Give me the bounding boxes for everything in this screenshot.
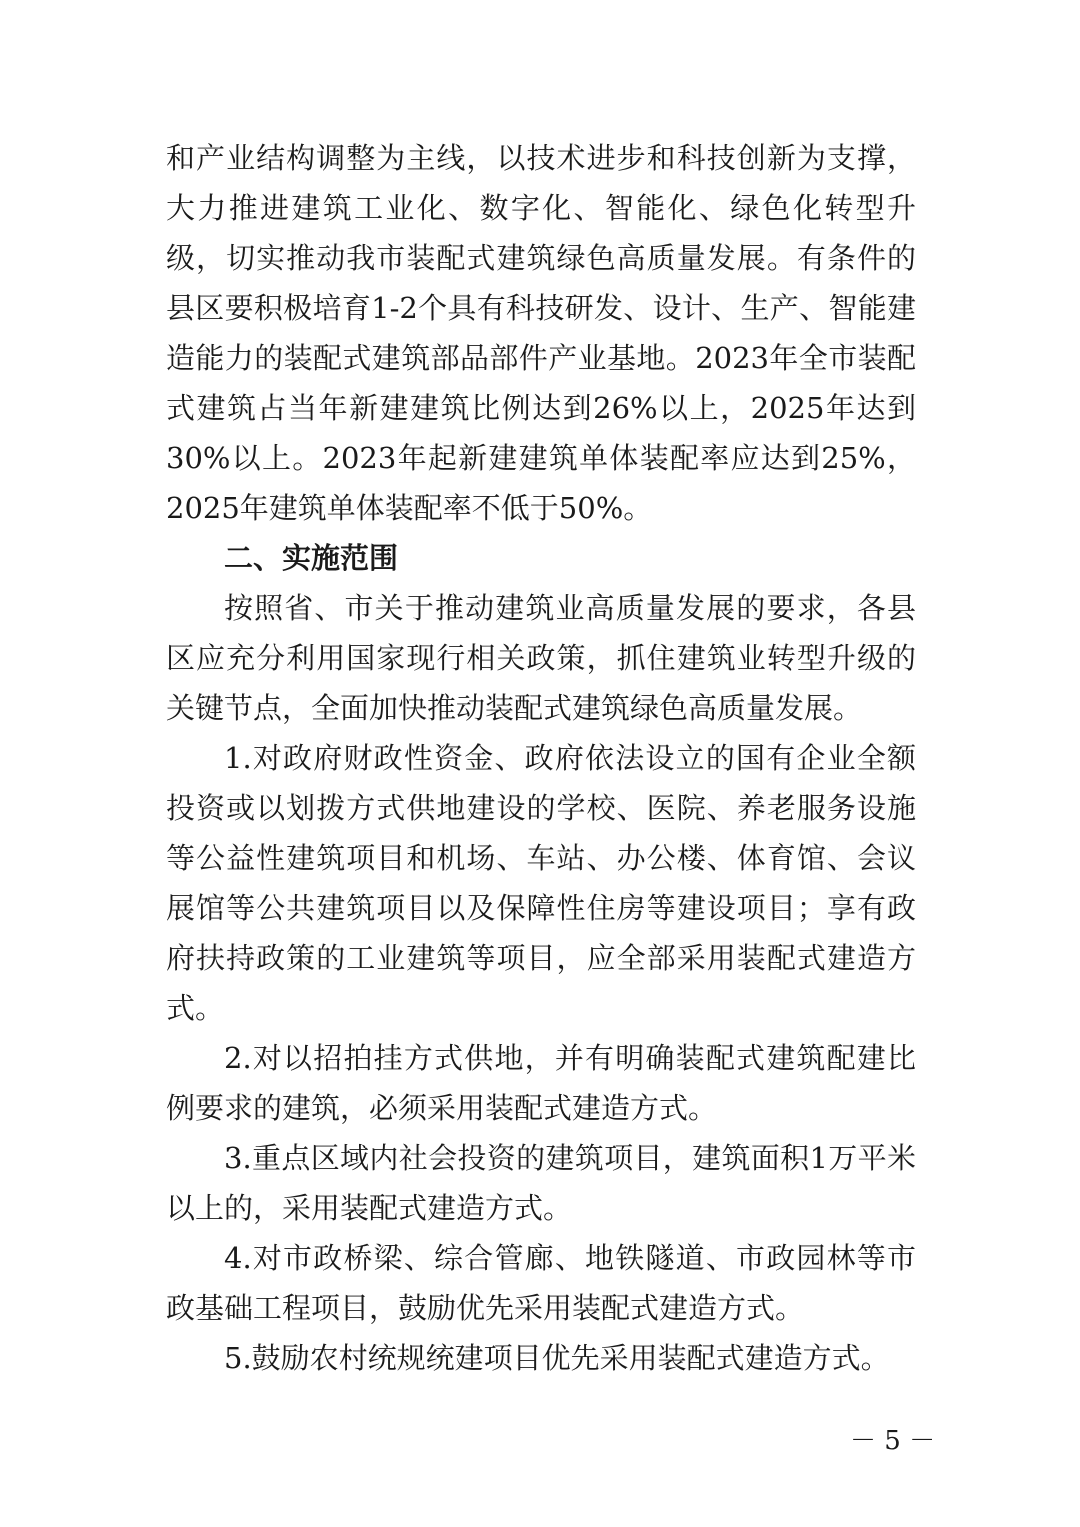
- list-item-4: 4.对市政桥梁、综合管廊、地铁隧道、市政园林等市政基础工程项目，鼓励优先采用装配式建造方式。: [166, 1241, 916, 1325]
- list-item-1: 1.对政府财政性资金、政府依法设立的国有企业全额投资或以划拨方式供地建设的学校、医院、养老服务设施等公益性建筑项目和机场、车站、办公楼、体育馆、会议展馆等公共建筑项目以及保障性住房等建设项目；享有政府扶持政策的工业建筑等项目，应全部采用装配式建造方式。: [166, 741, 916, 1025]
- list-item-3: 3.重点区域内社会投资的建筑项目，建筑面积1万平米以上的，采用装配式建造方式。: [166, 1141, 916, 1225]
- section-heading-implementation-scope: 二、实施范围: [224, 541, 399, 575]
- list-item-2: 2.对以招拍挂方式供地，并有明确装配式建筑配建比例要求的建筑，必须采用装配式建造方式。: [166, 1041, 916, 1125]
- paragraph-scope-intro: 按照省、市关于推动建筑业高质量发展的要求，各县区应充分利用国家现行相关政策，抓住建筑业转型升级的关键节点，全面加快推动装配式建筑绿色高质量发展。: [166, 591, 916, 725]
- document-body: [166, 133, 916, 1383]
- list-item-5: 5.鼓励农村统规统建项目优先采用装配式建造方式。: [224, 1341, 890, 1375]
- page-number: － 5 －: [850, 1426, 936, 1456]
- paragraph-continuation: 和产业结构调整为主线，以技术进步和科技创新为支撑，大力推进建筑工业化、数字化、智能化、绿色化转型升级，切实推动我市装配式建筑绿色高质量发展。有条件的县区要积极培育1-2个具有科技研发、设计、生产、智能建造能力的装配式建筑部品部件产业基地。2023年全市装配式建筑占当年新建建筑比例达到26%以上，2025年达到30%以上。2023年起新建建筑单体装配率应达到25%，2025年建筑单体装配率不低于50%。: [166, 141, 916, 525]
